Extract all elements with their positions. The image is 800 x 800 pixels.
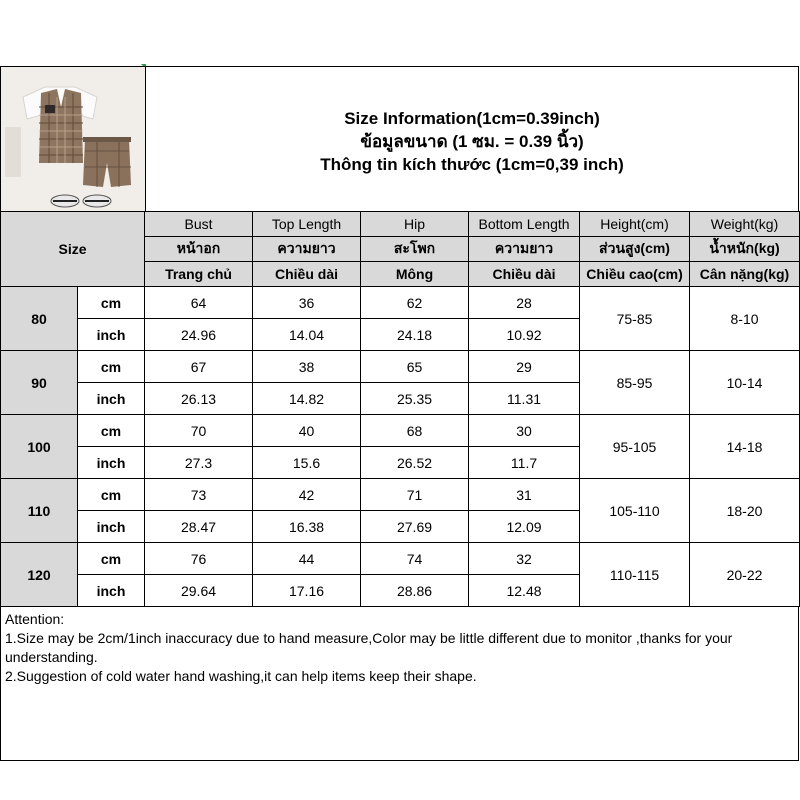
title-english: Size Information(1cm=0.39inch)	[344, 108, 600, 128]
col-header-vi: Chiều dài	[469, 262, 580, 287]
cell-value: 27.3	[145, 447, 253, 479]
height-range: 75-85	[580, 287, 690, 351]
col-header-en: Top Length	[253, 212, 361, 237]
weight-range: 18-20	[690, 479, 800, 543]
cell-value: 38	[253, 351, 361, 383]
attention-notes	[0, 607, 799, 761]
cell-value: 24.96	[145, 319, 253, 351]
size-label: 110	[1, 479, 78, 543]
notes-heading: Attention:	[5, 611, 65, 627]
cell-value: 29.64	[145, 575, 253, 607]
cell-value: 28.47	[145, 511, 253, 543]
cell-value: 29	[469, 351, 580, 383]
note-line: 1.Size may be 2cm/1inch inaccuracy due to hand measure,Color may be little different due to monitor ,thanks for your understanding.	[5, 630, 733, 665]
unit-label: cm	[78, 543, 145, 575]
table-row	[1, 351, 800, 383]
size-label: 100	[1, 415, 78, 479]
title-thai: ข้อมูลขนาด (1 ซม. = 0.39 นิ้ว)	[360, 131, 584, 151]
chart-header	[0, 66, 799, 211]
cell-value: 76	[145, 543, 253, 575]
cell-value: 68	[361, 415, 469, 447]
unit-label: cm	[78, 479, 145, 511]
cell-value: 24.18	[361, 319, 469, 351]
weight-range: 14-18	[690, 415, 800, 479]
kids-outfit-image	[1, 67, 145, 211]
title-block	[146, 67, 798, 211]
col-header-vi: Mông	[361, 262, 469, 287]
col-header-th: สะโพก	[361, 237, 469, 262]
table-row	[1, 479, 800, 511]
cell-value: 17.16	[253, 575, 361, 607]
cell-value: 42	[253, 479, 361, 511]
col-header-th: น้ำหนัก(kg)	[690, 237, 800, 262]
cell-value: 16.38	[253, 511, 361, 543]
cell-value: 27.69	[361, 511, 469, 543]
cell-value: 70	[145, 415, 253, 447]
cell-value: 26.13	[145, 383, 253, 415]
cell-value: 74	[361, 543, 469, 575]
cell-value: 28	[469, 287, 580, 319]
unit-label: inch	[78, 447, 145, 479]
size-label: 90	[1, 351, 78, 415]
cell-value: 26.52	[361, 447, 469, 479]
cell-value: 10.92	[469, 319, 580, 351]
size-label: 120	[1, 543, 78, 607]
unit-label: inch	[78, 575, 145, 607]
height-range: 105-110	[580, 479, 690, 543]
cell-value: 15.6	[253, 447, 361, 479]
col-header-vi: Cân nặng(kg)	[690, 262, 800, 287]
height-range: 85-95	[580, 351, 690, 415]
weight-range: 20-22	[690, 543, 800, 607]
col-header-en: Height(cm)	[580, 212, 690, 237]
cell-value: 40	[253, 415, 361, 447]
cell-value: 25.35	[361, 383, 469, 415]
unit-label: cm	[78, 351, 145, 383]
cell-value: 12.48	[469, 575, 580, 607]
cell-value: 14.82	[253, 383, 361, 415]
col-header-th: หน้าอก	[145, 237, 253, 262]
cell-value: 28.86	[361, 575, 469, 607]
size-chart	[0, 66, 799, 761]
cell-value: 11.7	[469, 447, 580, 479]
cell-value: 44	[253, 543, 361, 575]
size-table	[0, 211, 800, 607]
size-label: 80	[1, 287, 78, 351]
cell-value: 73	[145, 479, 253, 511]
cell-value: 11.31	[469, 383, 580, 415]
cell-value: 12.09	[469, 511, 580, 543]
col-header-en: Bust	[145, 212, 253, 237]
cell-value: 65	[361, 351, 469, 383]
height-range: 95-105	[580, 415, 690, 479]
cell-value: 31	[469, 479, 580, 511]
unit-label: inch	[78, 319, 145, 351]
cell-value: 14.04	[253, 319, 361, 351]
height-range: 110-115	[580, 543, 690, 607]
col-header-en: Bottom Length	[469, 212, 580, 237]
weight-range: 8-10	[690, 287, 800, 351]
unit-label: inch	[78, 511, 145, 543]
col-header-th: ความยาว	[469, 237, 580, 262]
cell-value: 36	[253, 287, 361, 319]
col-header-en: Weight(kg)	[690, 212, 800, 237]
col-header-th: ส่วนสูง(cm)	[580, 237, 690, 262]
col-header-vi: Chiều cao(cm)	[580, 262, 690, 287]
col-header-vi: Chiều dài	[253, 262, 361, 287]
table-row	[1, 415, 800, 447]
table-row	[1, 543, 800, 575]
table-row	[1, 287, 800, 319]
cell-value: 62	[361, 287, 469, 319]
cell-value: 32	[469, 543, 580, 575]
col-header-th: ความยาว	[253, 237, 361, 262]
unit-label: cm	[78, 415, 145, 447]
unit-label: inch	[78, 383, 145, 415]
title-vietnamese: Thông tin kích thước (1cm=0,39 inch)	[320, 154, 624, 174]
cell-value: 30	[469, 415, 580, 447]
note-line: 2.Suggestion of cold water hand washing,it can help items keep their shape.	[5, 668, 477, 684]
weight-range: 10-14	[690, 351, 800, 415]
size-header: Size	[1, 212, 145, 287]
product-photo	[1, 67, 146, 211]
col-header-vi: Trang chủ	[145, 262, 253, 287]
cell-value: 64	[145, 287, 253, 319]
cell-value: 71	[361, 479, 469, 511]
col-header-en: Hip	[361, 212, 469, 237]
cell-value: 67	[145, 351, 253, 383]
unit-label: cm	[78, 287, 145, 319]
header-row-english	[1, 212, 800, 237]
